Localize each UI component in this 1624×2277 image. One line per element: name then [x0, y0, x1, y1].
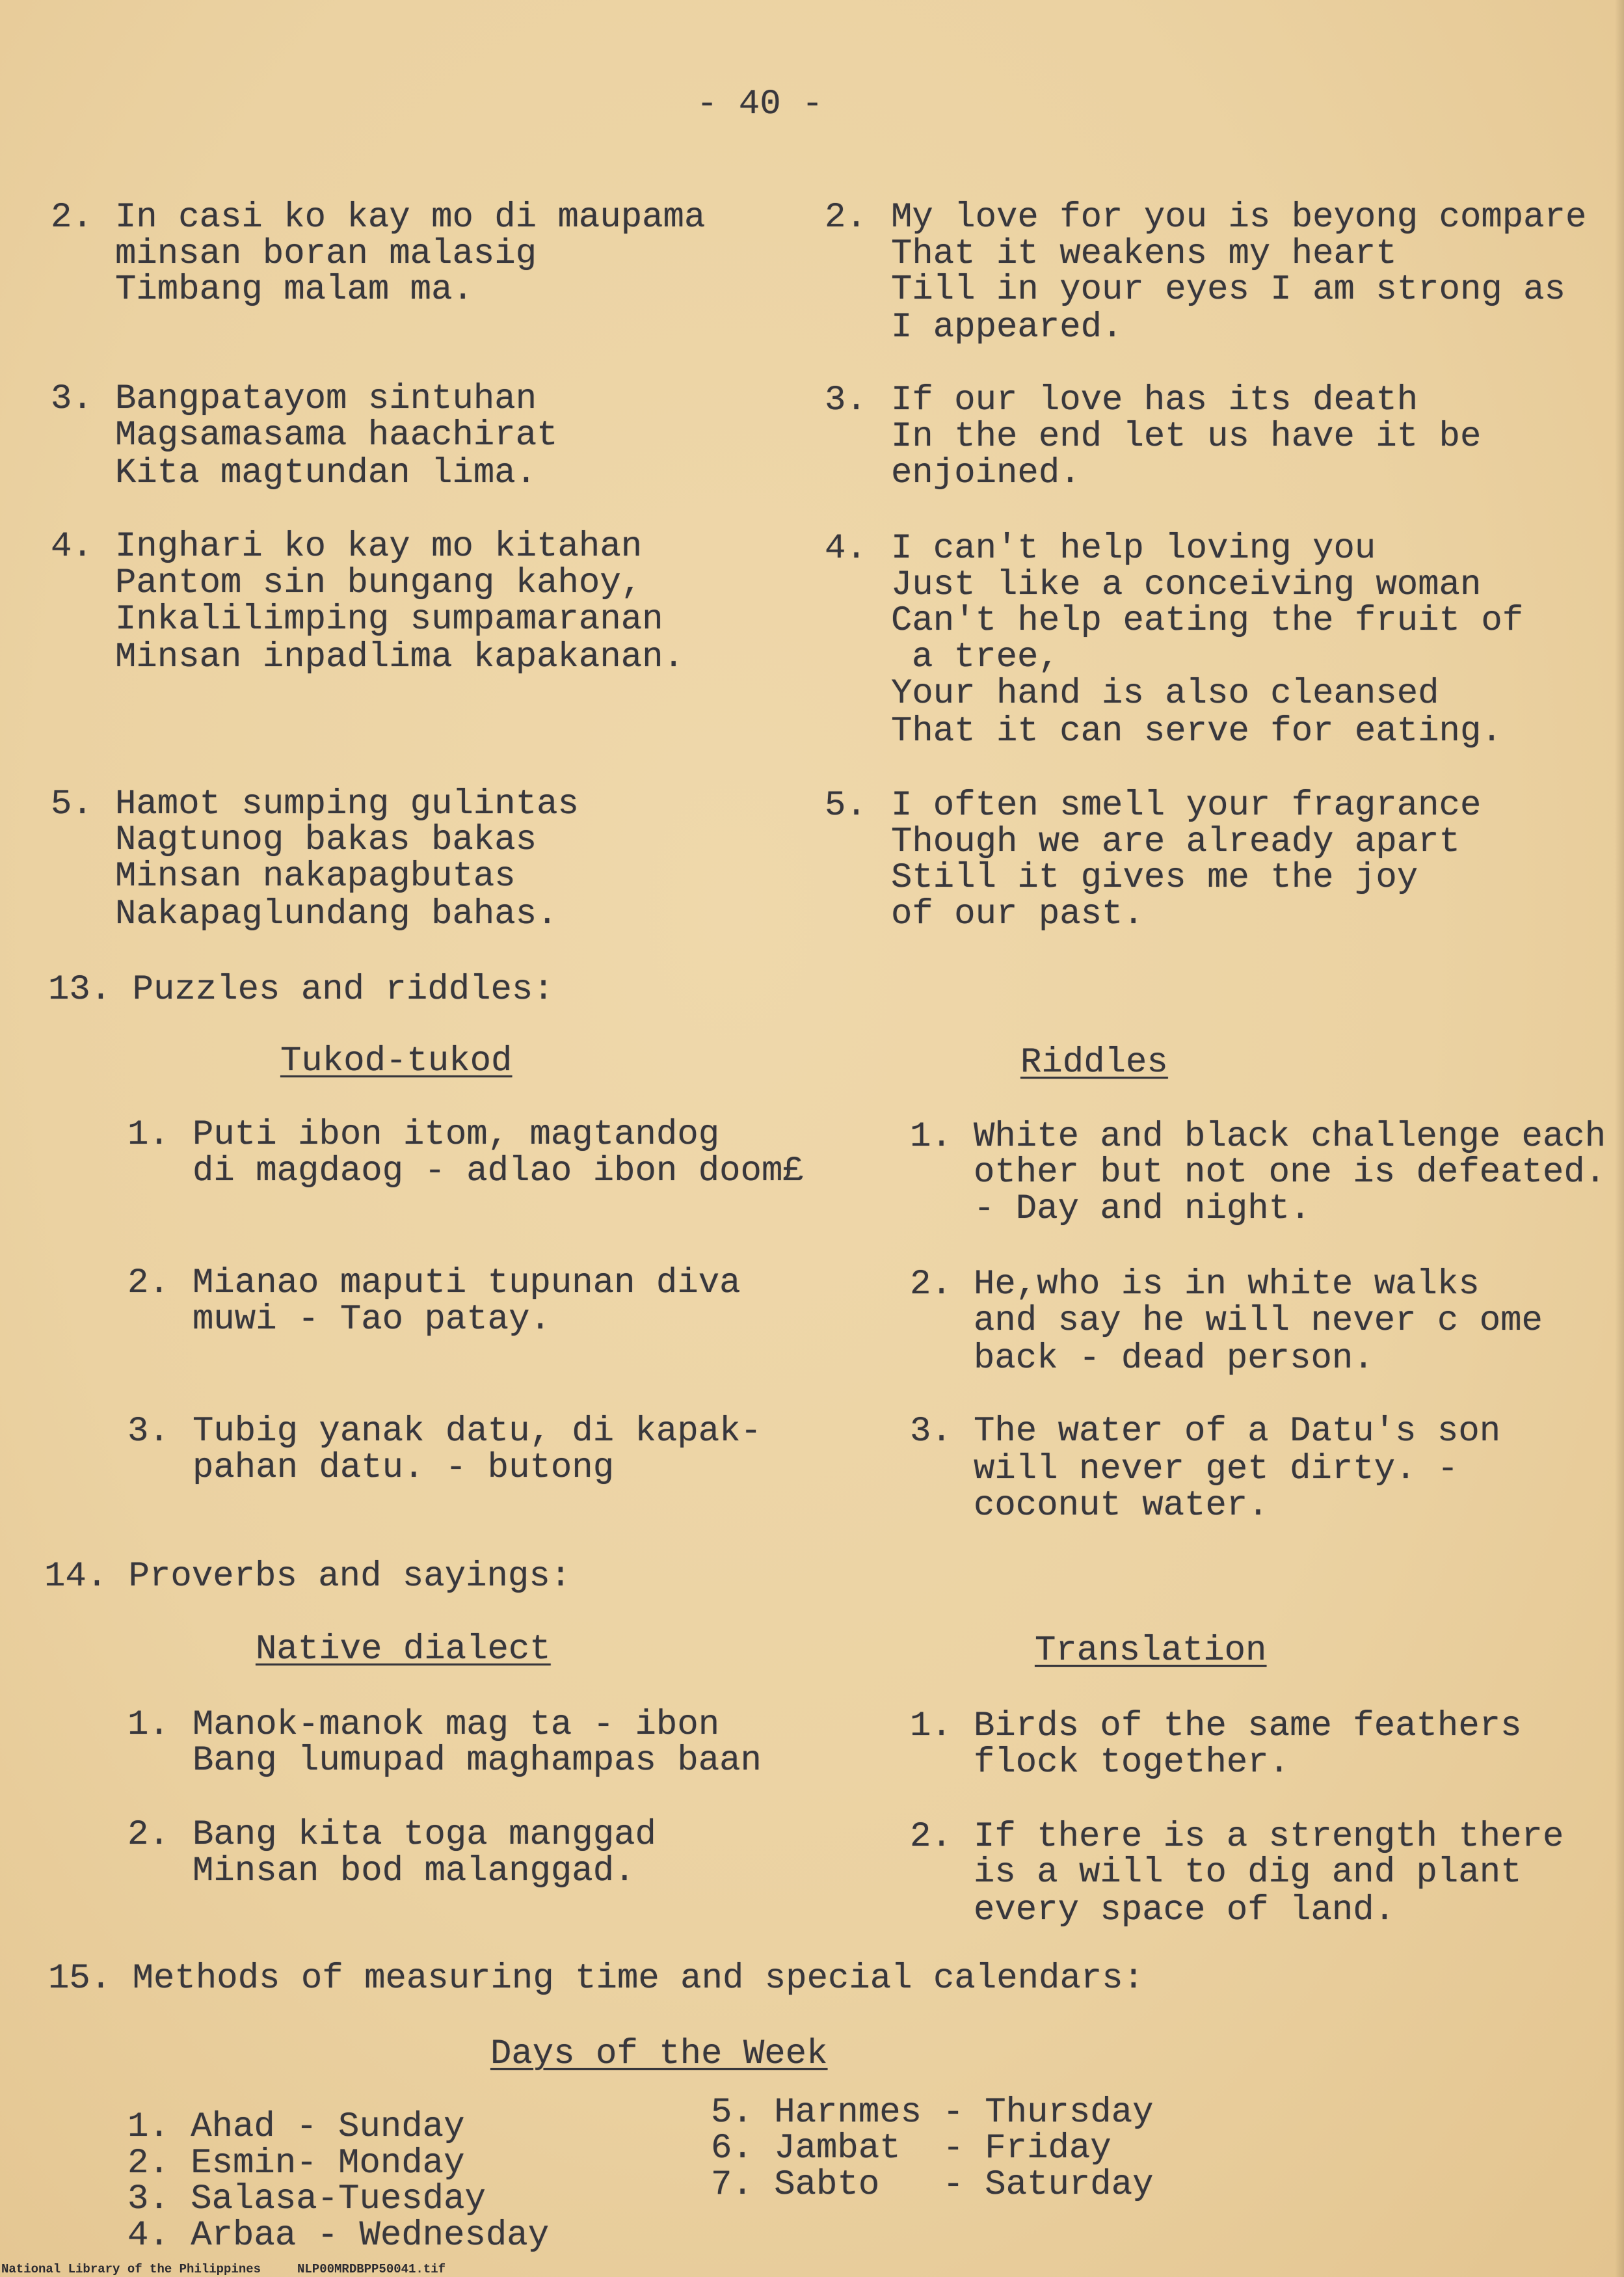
verse-line: Pantom sin bungang kahoy,	[115, 563, 643, 603]
verse-line: That it can serve for eating.	[891, 712, 1502, 751]
section-heading-calendars: 15. Methods of measuring time and special calendars:	[48, 1959, 1145, 1999]
proverb-line: flock together.	[974, 1743, 1290, 1783]
riddle-line: pahan datu. - butong	[193, 1448, 615, 1488]
riddle-line: coconut water.	[974, 1486, 1269, 1526]
proverb-line: Birds of the same feathers	[974, 1706, 1522, 1746]
verse-line: In casi ko kay mo di maupama	[115, 198, 706, 237]
riddle-line: muwi - Tao patay.	[193, 1300, 551, 1340]
proverb-line: Bang lumupad maghampas baan	[193, 1741, 762, 1781]
riddle-line: back - dead person.	[974, 1339, 1374, 1379]
day-item: 3. Salasa-Tuesday	[127, 2179, 486, 2219]
item-number: 2.	[127, 1815, 170, 1855]
day-item: 5. Harnmes - Thursday	[711, 2093, 1154, 2133]
verse-line: Magsamasama haachirat	[115, 416, 558, 455]
verse-line: enjoined.	[891, 453, 1081, 493]
verse-line: I often smell your fragrance	[891, 786, 1482, 826]
item-number: 2.	[51, 198, 93, 237]
verse-line: Inkalilimping sumpamaranan	[115, 600, 663, 640]
verse-line: Kita magtundan lima.	[115, 453, 537, 493]
section-heading-proverbs: 14. Proverbs and sayings:	[44, 1557, 572, 1597]
verse-line: That it weakens my heart	[891, 234, 1397, 274]
verse-line: Bangpatayom sintuhan	[115, 379, 537, 419]
verse-line: minsan boran malasig	[115, 234, 537, 274]
day-item: 7. Sabto - Saturday	[711, 2165, 1154, 2205]
day-item: 2. Esmin- Monday	[127, 2144, 465, 2183]
riddle-line: Mianao maputi tupunan diva	[193, 1263, 741, 1303]
item-number: 2.	[825, 198, 867, 237]
verse-line: Still it gives me the joy	[891, 858, 1418, 898]
item-number: 1.	[127, 1115, 170, 1155]
page-number: - 40 -	[697, 85, 823, 124]
item-number: 5.	[51, 785, 93, 824]
item-number: 4.	[51, 527, 93, 567]
verse-line: Till in your eyes I am strong as	[891, 270, 1565, 310]
item-number: 3.	[127, 1412, 170, 1451]
verse-line: I can't help loving you	[891, 529, 1376, 569]
riddle-line: White and black challenge each	[974, 1117, 1606, 1157]
riddle-line: will never get dirty. -	[974, 1449, 1459, 1489]
column-title-tukod-tukod: Tukod-tukod	[280, 1042, 512, 1081]
page-edge	[1615, 0, 1624, 2277]
proverb-line: is a will to dig and plant	[974, 1853, 1522, 1893]
item-number: 5.	[825, 786, 867, 826]
footer-library-label: National Library of the Philippines	[1, 2262, 261, 2276]
item-number: 3.	[51, 379, 93, 419]
verse-line: My love for you is beyong compare	[891, 198, 1587, 237]
proverb-line: every space of land.	[974, 1891, 1396, 1930]
section-heading-puzzles: 13. Puzzles and riddles:	[48, 970, 554, 1010]
footer-file-name: NLP00MRDBPP50041.tif	[297, 2262, 446, 2276]
verse-line: If our love has its death	[891, 381, 1418, 420]
riddle-line: Puti ibon itom, magtandog	[193, 1115, 720, 1155]
verse-line: I appeared.	[891, 308, 1123, 347]
verse-line: Though we are already apart	[891, 822, 1460, 862]
verse-line: Just like a conceiving woman	[891, 565, 1482, 605]
proverb-line: Manok-manok mag ta - ibon	[193, 1705, 720, 1745]
column-title-translation: Translation	[1035, 1631, 1267, 1671]
item-number: 1.	[910, 1117, 952, 1157]
item-number: 3.	[825, 381, 867, 420]
day-item: 4. Arbaa - Wednesday	[127, 2216, 550, 2256]
item-number: 2.	[127, 1263, 170, 1303]
verse-line: Minsan inpadlima kapakanan.	[115, 638, 684, 677]
verse-line: Minsan nakapagbutas	[115, 857, 516, 896]
proverb-line: Bang kita toga manggad	[193, 1815, 656, 1855]
riddle-line: Tubig yanak datu, di kapak-	[193, 1412, 762, 1451]
column-title-riddles: Riddles	[1020, 1043, 1168, 1083]
day-item: 1. Ahad - Sunday	[127, 2107, 465, 2147]
column-title-native-dialect: Native dialect	[256, 1630, 551, 1669]
verse-line: Inghari ko kay mo kitahan	[115, 527, 643, 567]
proverb-line: If there is a strength there	[974, 1817, 1564, 1857]
verse-line: Nagtunog bakas bakas	[115, 820, 537, 860]
proverb-line: Minsan bod malanggad.	[193, 1852, 635, 1891]
verse-line: Timbang malam ma.	[115, 270, 473, 310]
item-number: 1.	[127, 1705, 170, 1745]
item-number: 2.	[910, 1817, 952, 1857]
riddle-line: other but not one is defeated.	[974, 1153, 1606, 1192]
riddle-line: - Day and night.	[974, 1189, 1311, 1229]
item-number: 1.	[910, 1706, 952, 1746]
item-number: 4.	[825, 529, 867, 569]
verse-line: a tree,	[912, 638, 1059, 677]
riddle-line: The water of a Datu's son	[974, 1412, 1501, 1451]
riddle-line: di magdaog - adlao ibon doom£	[193, 1152, 804, 1191]
verse-line: Your hand is also cleansed	[891, 674, 1439, 714]
verse-line: Can't help eating the fruit of	[891, 601, 1524, 641]
day-item: 6. Jambat - Friday	[711, 2129, 1112, 2168]
verse-line: Nakapaglundang bahas.	[115, 895, 558, 934]
riddle-line: He,who is in white walks	[974, 1265, 1480, 1304]
item-number: 3.	[910, 1412, 952, 1451]
riddle-line: and say he will never c ome	[974, 1301, 1543, 1341]
verse-line: of our past.	[891, 895, 1144, 934]
verse-line: In the end let us have it be	[891, 417, 1482, 457]
verse-line: Hamot sumping gulintas	[115, 785, 579, 824]
item-number: 2.	[910, 1265, 952, 1304]
days-of-week-title: Days of the Week	[490, 2034, 828, 2074]
